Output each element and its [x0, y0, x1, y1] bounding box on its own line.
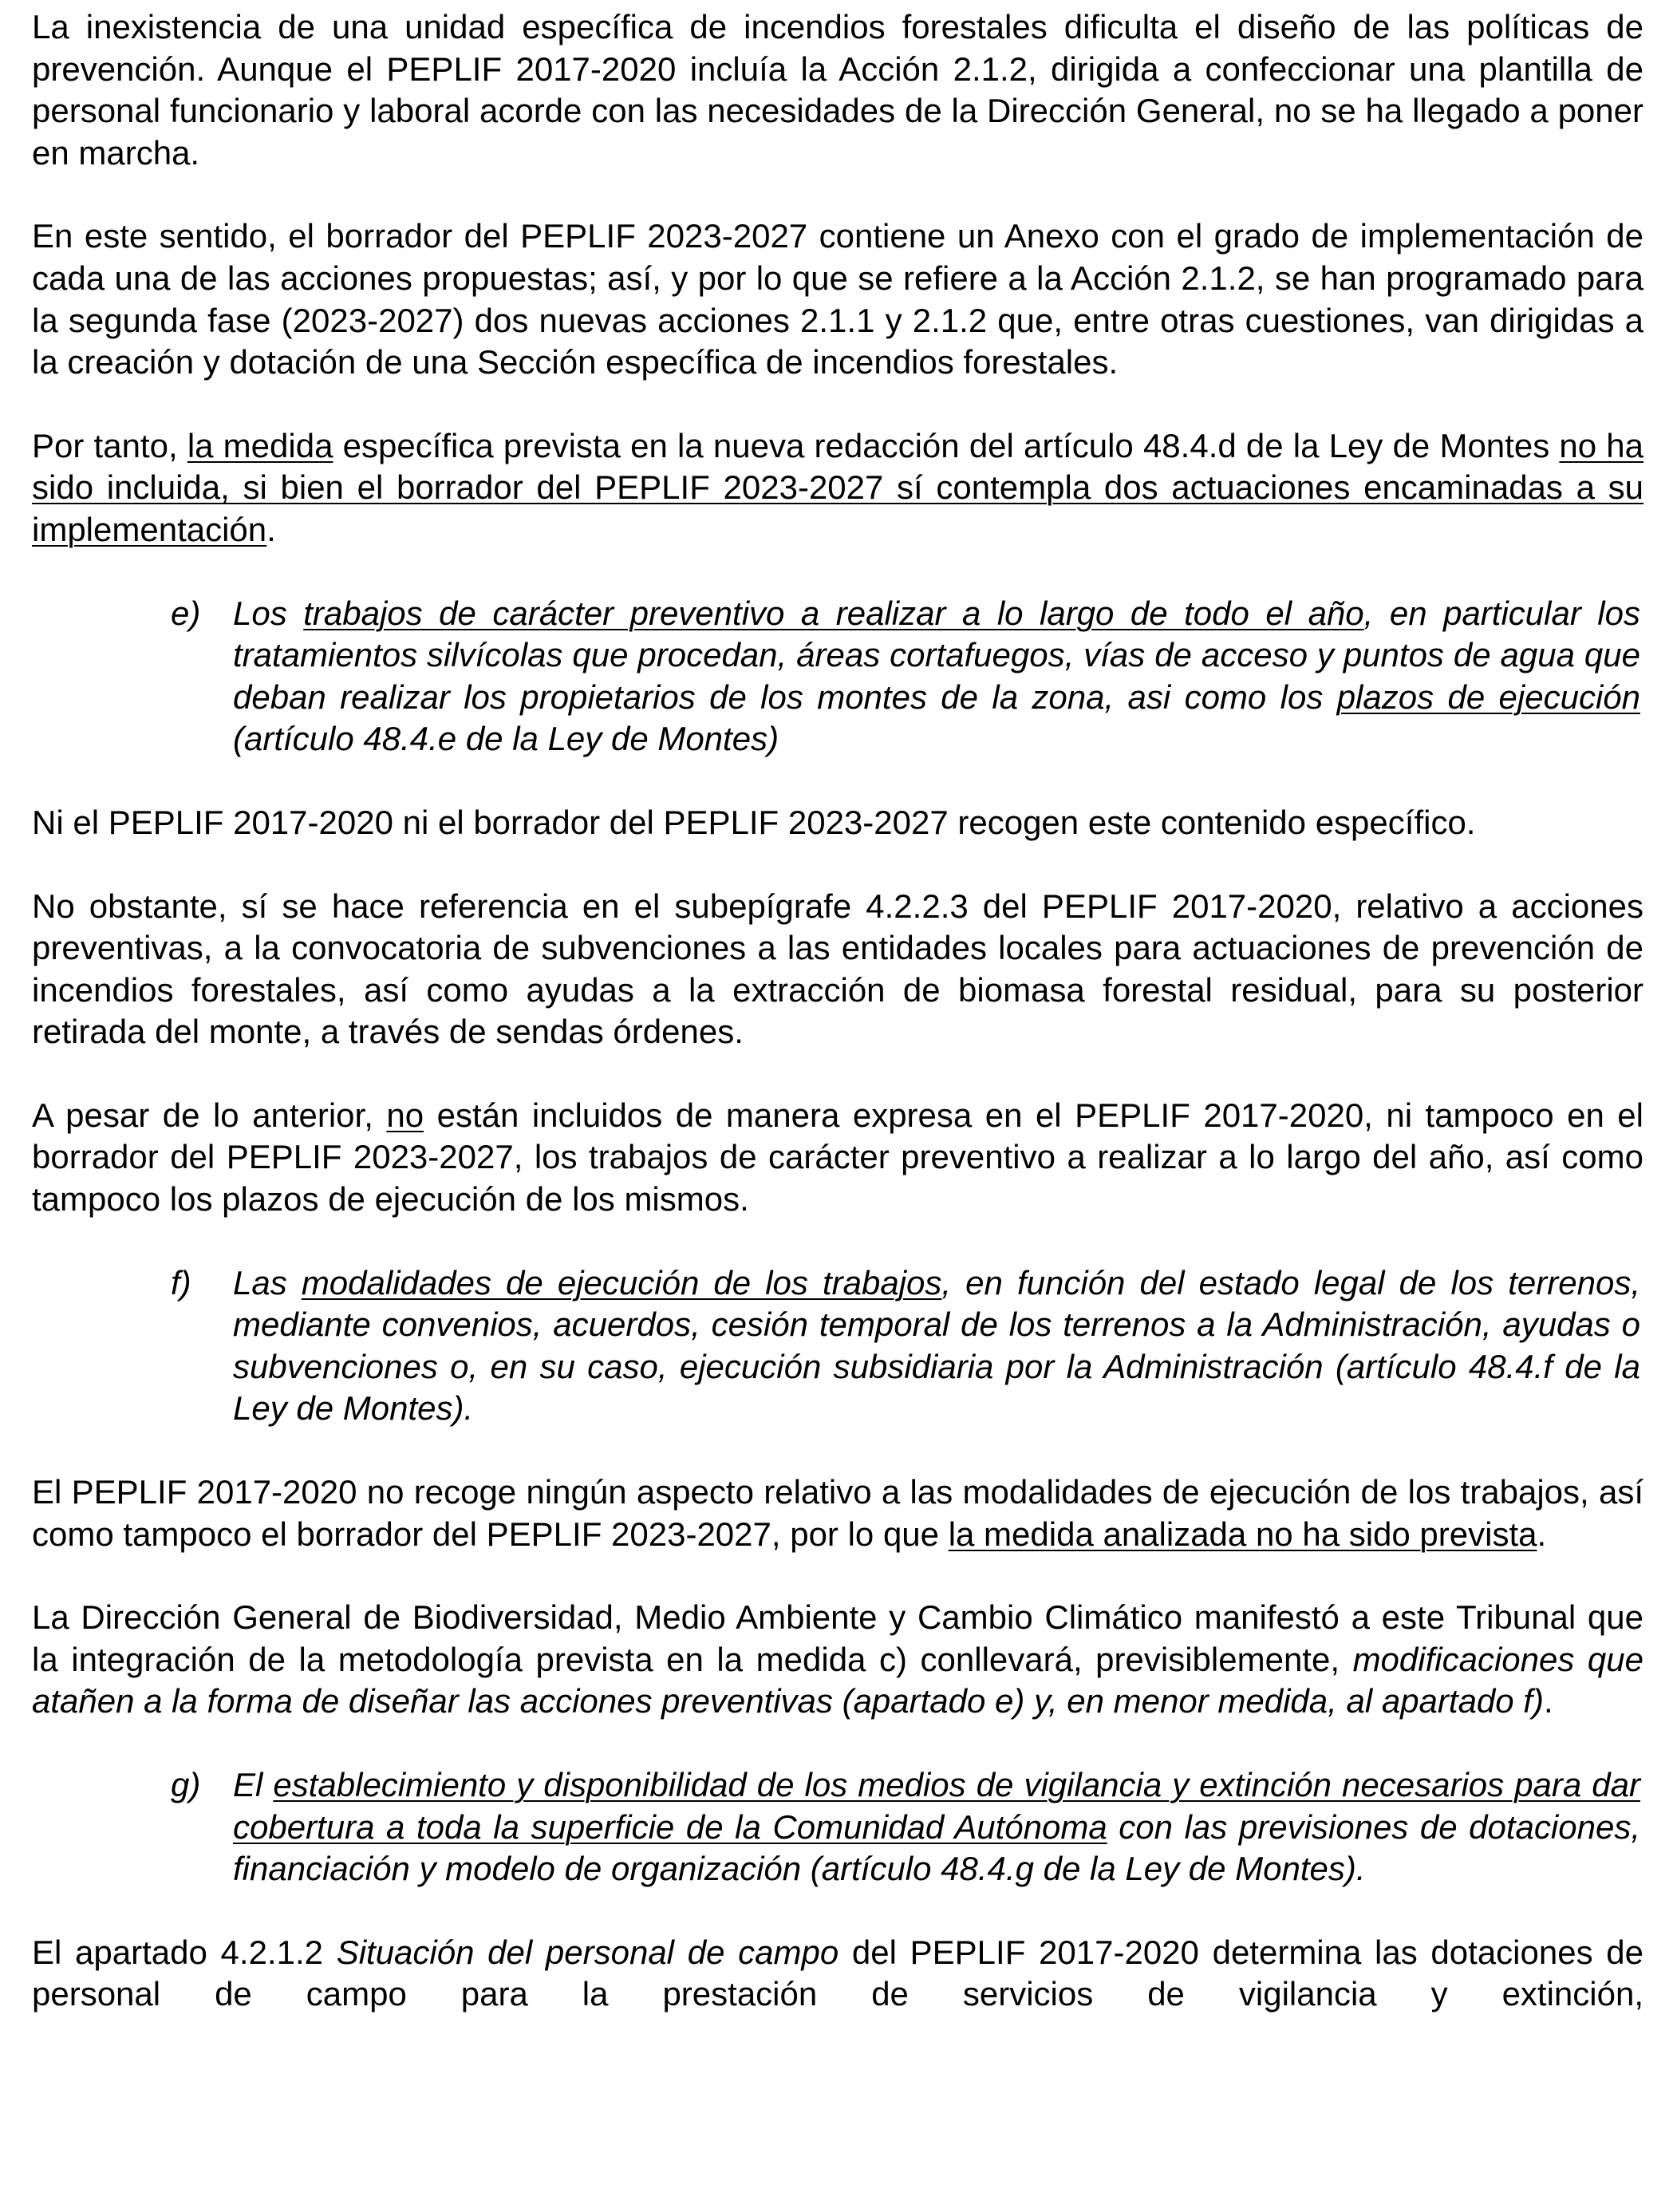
list-item-f	[32, 1262, 1643, 1430]
paragraph-direccion-general: La Dirección General de Biodiversidad, Medio Ambiente y Cambio Climático manifestó a este Tribunal que la integración de la metodología prevista en la medida c) conllevará, previsiblemente, modificaciones que atañen a la forma de diseñar las acciones preventivas (apartado e) y, en menor medida, al apartado f).	[32, 1598, 1643, 1720]
list-item-g	[32, 1764, 1643, 1890]
document-page	[32, 6, 1643, 2057]
list-item-label: g)	[171, 1766, 201, 1803]
list-item-text: Las modalidades de ejecución de los trabajos, en función del estado legal de los terrenos, mediante convenios, acuerdos, cesión temporal de los terrenos a la Administración, ayudas o subvenciones o, en su caso, ejecución subsidiaria por la Administración (artículo 48.4.f de la Ley de Montes).	[233, 1263, 1640, 1428]
list-item-label: e)	[171, 594, 201, 632]
list-item-text: El establecimiento y disponibilidad de los medios de vigilancia y extinción necesarios para dar cobertura a toda la superficie de la Comunidad Autónoma con las previsiones de dotaciones, financiación y modelo de organización (artículo 48.4.g de la Ley de Montes).	[233, 1766, 1640, 1888]
paragraph-no-obstante: No obstante, sí se hace referencia en el subepígrafe 4.2.2.3 del PEPLIF 2017-2020, relativo a acciones preventivas, a la convocatoria de subvenciones a las entidades locales para actuaciones de prevención de incendios forestales, así como ayudas a la extracción de biomasa forestal residual, para su posterior retirada del monte, a través de sendas órdenes.	[32, 887, 1643, 1051]
paragraph-medida-no-incluida: Por tanto, la medida específica prevista en la nueva redacción del artículo 48.4.d de la Ley de Montes no ha sido incluida, si bien el borrador del PEPLIF 2023-2027 sí contempla dos actuaciones encaminadas a su implementación.	[32, 426, 1644, 548]
paragraph-apartado-personal: El apartado 4.2.1.2 Situación del personal de campo del PEPLIF 2017-2020 determina las dotaciones de personal de campo para la prestación de servicios de vigilancia y extinción,	[32, 1933, 1643, 2013]
list-item-e	[32, 593, 1643, 760]
paragraph-borrador-anexo: En este sentido, el borrador del PEPLIF 2023-2027 contiene un Anexo con el grado de implementación de cada una de las acciones propuestas; así, y por lo que se refiere a la Acción 2.1.2, se han programado para la segunda fase (2023-2027) dos nuevas acciones 2.1.1 y 2.1.2 que, entre otras cuestiones, van dirigidas a la creación y dotación de una Sección específica de incendios forestales.	[32, 217, 1643, 381]
paragraph-a-pesar: A pesar de lo anterior, no están incluidos de manera expresa en el PEPLIF 2017-2020, ni tampoco en el borrador del PEPLIF 2023-2027, los trabajos de carácter preventivo a realizar a lo largo del año, así como tampoco los plazos de ejecución de los mismos.	[32, 1096, 1643, 1219]
list-item-label: f)	[171, 1263, 191, 1302]
list-item-text: Los trabajos de carácter preventivo a realizar a lo largo de todo el año, en particular los tratamientos silvícolas que procedan, áreas cortafuegos, vías de acceso y puntos de agua que deban realizar los propietarios de los montes de la zona, asi como los plazos de ejecución (artículo 48.4.e de la Ley de Montes)	[233, 594, 1640, 758]
paragraph-unidad-especifica: La inexistencia de una unidad específica de incendios forestales dificulta el diseño de las políticas de prevención. Aunque el PEPLIF 2017-2020 incluía la Acción 2.1.2, dirigida a confeccionar una plantilla de personal funcionario y laboral acorde con las necesidades de la Dirección General, no se ha llegado a poner en marcha.	[32, 8, 1643, 172]
paragraph-no-recogen: Ni el PEPLIF 2017-2020 ni el borrador del PEPLIF 2023-2027 recogen este contenido específico.	[32, 803, 1476, 841]
paragraph-modalidades: El PEPLIF 2017-2020 no recoge ningún aspecto relativo a las modalidades de ejecución de los trabajos, así como tampoco el borrador del PEPLIF 2023-2027, por lo que la medida analizada no ha sido prevista.	[32, 1473, 1643, 1553]
